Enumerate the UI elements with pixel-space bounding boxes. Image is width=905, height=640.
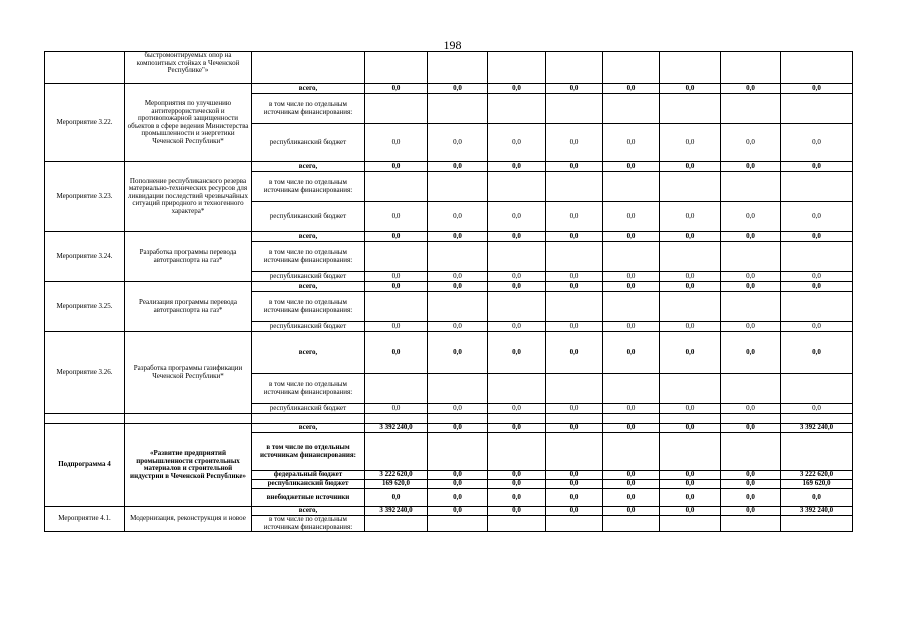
source-total: всего, [252,162,365,172]
value-cell: 0,0 [781,322,853,332]
value-cell: 0,0 [721,282,781,292]
value-cell: 0,0 [546,272,603,282]
value-cell: 0,0 [546,84,603,94]
table-row [45,332,853,374]
value-cell: 0,0 [603,332,660,374]
event-name: Мероприятия по улучшению антитеррористической и противопожарной защищенности объектов в сфере ведения Министерства промышленности и энергетики Чеченской Республики* [125,84,252,162]
source-incl: в том числе по отдельным источникам финансирования: [252,374,365,404]
source-total: всего, [252,424,365,433]
value-cell: 0,0 [781,202,853,232]
cell-value [721,52,781,84]
value-cell: 0,0 [603,471,660,480]
value-cell: 0,0 [488,507,546,516]
value-cell: 0,0 [546,232,603,242]
value-cell: 0,0 [721,404,781,414]
value-cell: 0,0 [660,424,721,433]
value-cell: 0,0 [365,124,428,162]
value-cell: 0,0 [603,84,660,94]
value-cell: 0,0 [546,332,603,374]
value-cell: 0,0 [721,322,781,332]
value-cell: 0,0 [660,507,721,516]
value-cell: 0,0 [488,471,546,480]
value-cell: 0,0 [546,322,603,332]
value-cell: 0,0 [428,124,488,162]
value-cell: 0,0 [721,489,781,507]
value-cell: 0,0 [603,202,660,232]
value-cell: 0,0 [660,202,721,232]
value-cell: 0,0 [603,162,660,172]
value-cell: 0,0 [488,282,546,292]
value-cell: 0,0 [488,489,546,507]
table-row [45,232,853,242]
value-cell: 0,0 [365,404,428,414]
table-row [45,414,853,424]
subprogram-name: «Развитие предприятий промышленности строительных материалов и строительной индустрии в Чеченской Республике» [125,424,252,507]
value-cell: 0,0 [603,507,660,516]
value-cell: 0,0 [488,202,546,232]
value-cell: 0,0 [488,404,546,414]
cell-value [660,52,721,84]
source-total: всего, [252,84,365,94]
page-number: 198 [443,38,462,52]
value-cell: 0,0 [365,282,428,292]
event-name: Пополнение республиканского резерва материально-технических ресурсов для ликвидации последствий чрезвычайных ситуаций природного и техногенного характера* [125,162,252,232]
value-cell: 0,0 [365,272,428,282]
value-cell: 0,0 [428,162,488,172]
source-extrabudget: внебюджетные источники [252,489,365,507]
value-cell: 0,0 [428,84,488,94]
value-cell: 0,0 [365,84,428,94]
source-incl: в том числе по отдельным источникам финансирования: [252,516,365,532]
cell-source [252,52,365,84]
value-cell: 0,0 [721,84,781,94]
cell-value [365,52,428,84]
table-row [45,507,853,516]
value-cell: 0,0 [428,332,488,374]
source-republic: республиканский бюджет [252,202,365,232]
value-cell: 0,0 [488,424,546,433]
value-cell: 3 392 240,0 [781,507,853,516]
source-federal: федеральный бюджет [252,471,365,480]
table-row [45,282,853,292]
cell-number [45,52,125,84]
value-cell: 0,0 [603,272,660,282]
value-cell: 0,0 [488,272,546,282]
value-cell: 0,0 [546,282,603,292]
source-incl: в том числе по отдельным источникам финансирования: [252,172,365,202]
value-cell: 0,0 [781,332,853,374]
value-cell: 0,0 [365,232,428,242]
value-cell: 3 222 620,0 [781,471,853,480]
value-cell: 0,0 [603,232,660,242]
value-cell: 0,0 [488,232,546,242]
value-cell: 0,0 [488,162,546,172]
value-cell: 0,0 [721,480,781,489]
value-cell: 0,0 [546,471,603,480]
value-cell: 0,0 [660,124,721,162]
value-cell: 169 620,0 [781,480,853,489]
value-cell: 0,0 [660,84,721,94]
value-cell: 0,0 [721,162,781,172]
value-cell: 0,0 [721,232,781,242]
source-incl: в том числе по отдельным источникам финансирования: [252,433,365,471]
value-cell: 0,0 [660,480,721,489]
event-number: Мероприятие 3.26. [45,332,125,414]
value-cell: 0,0 [546,480,603,489]
source-incl: в том числе по отдельным источникам финансирования: [252,242,365,272]
value-cell: 0,0 [365,489,428,507]
source-republic: республиканский бюджет [252,322,365,332]
budget-table [44,51,853,532]
value-cell: 0,0 [428,507,488,516]
value-cell: 0,0 [365,332,428,374]
value-cell: 0,0 [428,202,488,232]
value-cell: 0,0 [428,489,488,507]
value-cell: 0,0 [546,162,603,172]
event-number: Мероприятие 3.22. [45,84,125,162]
source-total: всего, [252,332,365,374]
value-cell: 0,0 [603,322,660,332]
value-cell: 0,0 [781,489,853,507]
value-cell: 0,0 [603,282,660,292]
value-cell: 0,0 [488,332,546,374]
value-cell: 0,0 [660,232,721,242]
value-cell: 0,0 [546,404,603,414]
value-cell: 0,0 [660,162,721,172]
value-cell: 0,0 [428,322,488,332]
table-row [45,162,853,172]
value-cell: 0,0 [660,404,721,414]
event-number: Мероприятие 3.25. [45,282,125,332]
value-cell: 0,0 [721,272,781,282]
source-republic: республиканский бюджет [252,480,365,489]
event-number: Мероприятие 3.24. [45,232,125,282]
source-republic: республиканский бюджет [252,404,365,414]
value-cell: 0,0 [428,282,488,292]
value-cell: 3 222 620,0 [365,471,428,480]
value-cell: 0,0 [721,332,781,374]
value-cell: 0,0 [721,507,781,516]
value-cell: 0,0 [428,424,488,433]
value-cell: 0,0 [660,322,721,332]
value-cell: 0,0 [428,471,488,480]
cell-value [781,52,853,84]
value-cell: 0,0 [365,202,428,232]
value-cell: 169 620,0 [365,480,428,489]
value-cell: 0,0 [488,124,546,162]
value-cell: 0,0 [428,480,488,489]
event-name: Модернизация, реконструкция и новое [125,507,252,532]
value-cell: 0,0 [428,272,488,282]
event-name: Разработка программы перевода автотранспорта на газ* [125,232,252,282]
value-cell: 0,0 [781,282,853,292]
source-republic: республиканский бюджет [252,272,365,282]
value-cell: 0,0 [488,322,546,332]
value-cell: 0,0 [365,322,428,332]
value-cell: 0,0 [546,507,603,516]
value-cell: 3 392 240,0 [365,424,428,433]
value-cell: 0,0 [781,404,853,414]
value-cell: 0,0 [603,124,660,162]
value-cell: 0,0 [365,162,428,172]
value-cell: 0,0 [721,124,781,162]
value-cell: 0,0 [781,272,853,282]
value-cell: 0,0 [603,424,660,433]
value-cell: 0,0 [721,471,781,480]
event-name: Разработка программы газификации Чеченской Республики* [125,332,252,414]
value-cell: 0,0 [660,282,721,292]
value-cell: 0,0 [546,202,603,232]
cell-value [603,52,660,84]
source-incl: в том числе по отдельным источникам финансирования: [252,94,365,124]
value-cell: 0,0 [781,232,853,242]
value-cell: 0,0 [603,404,660,414]
value-cell: 0,0 [428,404,488,414]
value-cell: 0,0 [488,84,546,94]
value-cell: 0,0 [488,480,546,489]
source-total: всего, [252,232,365,242]
event-number: Мероприятие 3.23. [45,162,125,232]
value-cell: 0,0 [660,332,721,374]
event-name: быстромонтируемых опор на композитных стойках в Чеченской Республике"» [125,52,252,84]
value-cell: 0,0 [660,489,721,507]
value-cell: 0,0 [603,489,660,507]
cell-value [546,52,603,84]
value-cell: 0,0 [721,424,781,433]
value-cell: 0,0 [781,84,853,94]
table-row [45,84,853,94]
value-cell: 0,0 [781,124,853,162]
value-cell: 3 392 240,0 [365,507,428,516]
value-cell: 0,0 [660,471,721,480]
source-republic: республиканский бюджет [252,124,365,162]
value-cell: 0,0 [660,272,721,282]
value-cell: 0,0 [721,202,781,232]
value-cell: 3 392 240,0 [781,424,853,433]
cell-value [428,52,488,84]
source-total: всего, [252,507,365,516]
subprogram-number: Подпрограмма 4 [45,424,125,507]
value-cell: 0,0 [546,489,603,507]
value-cell: 0,0 [546,424,603,433]
table-row [45,424,853,433]
event-name: Реализация программы перевода автотранспорта на газ* [125,282,252,332]
value-cell: 0,0 [428,232,488,242]
table-row [45,52,853,84]
source-total: всего, [252,282,365,292]
event-number: Мероприятие 4.1. [45,507,125,532]
source-incl: в том числе по отдельным источникам финансирования: [252,292,365,322]
value-cell: 0,0 [546,124,603,162]
value-cell: 0,0 [781,162,853,172]
cell-value [488,52,546,84]
value-cell: 0,0 [603,480,660,489]
